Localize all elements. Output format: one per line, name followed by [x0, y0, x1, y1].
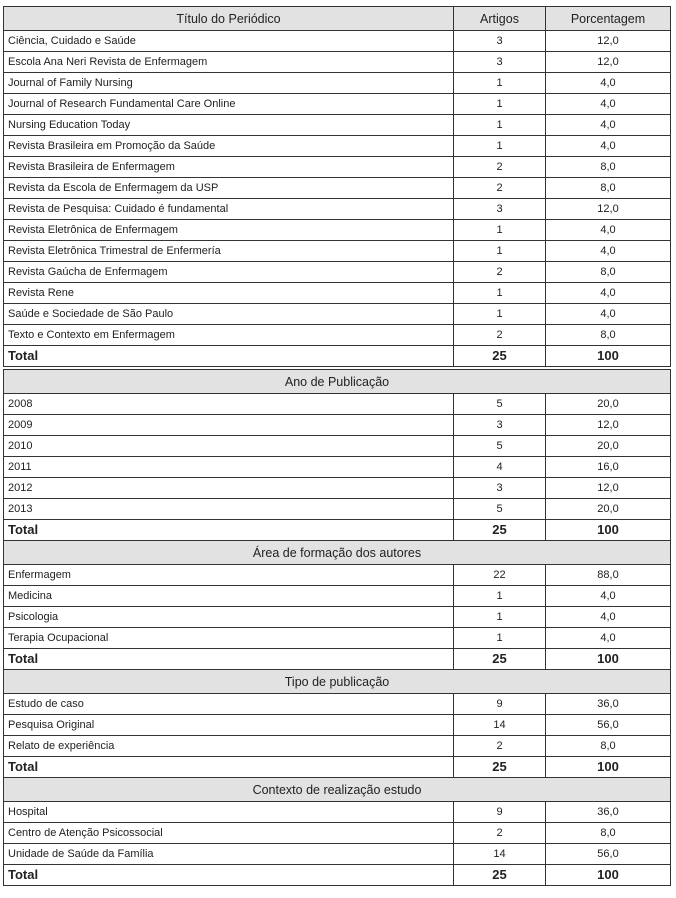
cell-label: Terapia Ocupacional	[4, 628, 454, 649]
table-row	[4, 283, 671, 304]
table-row	[4, 457, 671, 478]
cell-label: Total	[4, 757, 454, 778]
section-header	[4, 541, 671, 565]
cell-count: 9	[454, 802, 546, 823]
total-row	[4, 520, 671, 541]
cell-count: 2	[454, 325, 546, 346]
cell-count: 1	[454, 136, 546, 157]
cell-percent: 16,0	[546, 457, 671, 478]
cell-count: 14	[454, 715, 546, 736]
cell-percent: 4,0	[546, 241, 671, 262]
cell-count: 5	[454, 436, 546, 457]
cell-label: Journal of Research Fundamental Care Online	[4, 94, 454, 115]
cell-percent: 4,0	[546, 115, 671, 136]
total-row	[4, 346, 671, 367]
cell-percent: 36,0	[546, 802, 671, 823]
cell-count: 2	[454, 157, 546, 178]
cell-count: 25	[454, 649, 546, 670]
table-row	[4, 736, 671, 757]
cell-percent: 12,0	[546, 52, 671, 73]
table-row	[4, 415, 671, 436]
cell-percent: 100	[546, 520, 671, 541]
cell-count: 25	[454, 520, 546, 541]
cell-label: Unidade de Saúde da Família	[4, 844, 454, 865]
column-header-title: Título do Periódico	[4, 7, 454, 31]
cell-count: 2	[454, 823, 546, 844]
cell-label: Revista Eletrônica Trimestral de Enfermería	[4, 241, 454, 262]
cell-percent: 56,0	[546, 844, 671, 865]
cell-count: 1	[454, 220, 546, 241]
cell-count: 25	[454, 346, 546, 367]
cell-percent: 4,0	[546, 628, 671, 649]
table-row	[4, 565, 671, 586]
table-row	[4, 136, 671, 157]
cell-label: Revista Brasileira em Promoção da Saúde	[4, 136, 454, 157]
table-row	[4, 607, 671, 628]
cell-count: 3	[454, 31, 546, 52]
cell-label: Total	[4, 346, 454, 367]
cell-percent: 20,0	[546, 499, 671, 520]
cell-percent: 4,0	[546, 220, 671, 241]
table-row	[4, 802, 671, 823]
cell-count: 1	[454, 607, 546, 628]
cell-percent: 100	[546, 757, 671, 778]
cell-count: 3	[454, 199, 546, 220]
cell-label: Revista Brasileira de Enfermagem	[4, 157, 454, 178]
cell-percent: 8,0	[546, 157, 671, 178]
section-title: Ano de Publicação	[4, 370, 671, 394]
cell-count: 25	[454, 757, 546, 778]
cell-percent: 88,0	[546, 565, 671, 586]
cell-count: 1	[454, 241, 546, 262]
table-row	[4, 478, 671, 499]
cell-percent: 4,0	[546, 94, 671, 115]
cell-label: Psicologia	[4, 607, 454, 628]
cell-label: Relato de experiência	[4, 736, 454, 757]
cell-count: 25	[454, 865, 546, 886]
cell-label: Pesquisa Original	[4, 715, 454, 736]
cell-percent: 12,0	[546, 415, 671, 436]
cell-label: Centro de Atenção Psicossocial	[4, 823, 454, 844]
section-title: Tipo de publicação	[4, 670, 671, 694]
section-title: Contexto de realização estudo	[4, 778, 671, 802]
cell-label: Journal of Family Nursing	[4, 73, 454, 94]
cell-label: 2009	[4, 415, 454, 436]
cell-label: 2011	[4, 457, 454, 478]
table-row	[4, 499, 671, 520]
cell-label: Ciência, Cuidado e Saúde	[4, 31, 454, 52]
cell-label: Total	[4, 520, 454, 541]
cell-label: Nursing Education Today	[4, 115, 454, 136]
cell-count: 1	[454, 304, 546, 325]
cell-percent: 20,0	[546, 436, 671, 457]
cell-label: Revista Eletrônica de Enfermagem	[4, 220, 454, 241]
cell-count: 2	[454, 178, 546, 199]
column-header-articles: Artigos	[454, 7, 546, 31]
cell-percent: 4,0	[546, 73, 671, 94]
cell-count: 4	[454, 457, 546, 478]
cell-percent: 4,0	[546, 607, 671, 628]
cell-percent: 100	[546, 649, 671, 670]
table-row	[4, 220, 671, 241]
column-header-percentage: Porcentagem	[546, 7, 671, 31]
cell-label: Revista Rene	[4, 283, 454, 304]
header-row	[4, 7, 671, 31]
cell-percent: 12,0	[546, 199, 671, 220]
table-row	[4, 844, 671, 865]
section-header	[4, 778, 671, 802]
table-row	[4, 394, 671, 415]
table-row	[4, 586, 671, 607]
cell-label: Total	[4, 649, 454, 670]
cell-count: 3	[454, 52, 546, 73]
cell-label: 2008	[4, 394, 454, 415]
journal-table	[3, 6, 671, 367]
cell-count: 1	[454, 586, 546, 607]
cell-percent: 100	[546, 346, 671, 367]
cell-count: 1	[454, 628, 546, 649]
cell-count: 1	[454, 94, 546, 115]
cell-count: 3	[454, 415, 546, 436]
cell-count: 1	[454, 73, 546, 94]
table-row	[4, 94, 671, 115]
cell-count: 3	[454, 478, 546, 499]
cell-percent: 12,0	[546, 478, 671, 499]
cell-count: 1	[454, 115, 546, 136]
table-row	[4, 823, 671, 844]
table-row	[4, 31, 671, 52]
cell-count: 5	[454, 394, 546, 415]
cell-count: 9	[454, 694, 546, 715]
cell-percent: 4,0	[546, 304, 671, 325]
cell-label: Medicina	[4, 586, 454, 607]
cell-percent: 4,0	[546, 586, 671, 607]
cell-label: 2012	[4, 478, 454, 499]
cell-label: 2013	[4, 499, 454, 520]
section-title: Área de formação dos autores	[4, 541, 671, 565]
cell-label: Revista da Escola de Enfermagem da USP	[4, 178, 454, 199]
cell-label: Estudo de caso	[4, 694, 454, 715]
table-row	[4, 241, 671, 262]
cell-label: Texto e Contexto em Enfermagem	[4, 325, 454, 346]
table-row	[4, 304, 671, 325]
cell-count: 14	[454, 844, 546, 865]
cell-percent: 8,0	[546, 736, 671, 757]
table-row	[4, 52, 671, 73]
table-row	[4, 73, 671, 94]
cell-percent: 100	[546, 865, 671, 886]
table-row	[4, 199, 671, 220]
cell-percent: 56,0	[546, 715, 671, 736]
cell-percent: 36,0	[546, 694, 671, 715]
cell-label: 2010	[4, 436, 454, 457]
cell-label: Revista Gaúcha de Enfermagem	[4, 262, 454, 283]
cell-count: 2	[454, 262, 546, 283]
total-row	[4, 649, 671, 670]
cell-percent: 8,0	[546, 823, 671, 844]
total-row	[4, 757, 671, 778]
cell-percent: 8,0	[546, 178, 671, 199]
cell-label: Saúde e Sociedade de São Paulo	[4, 304, 454, 325]
table-row	[4, 157, 671, 178]
cell-label: Escola Ana Neri Revista de Enfermagem	[4, 52, 454, 73]
cell-label: Enfermagem	[4, 565, 454, 586]
cell-count: 22	[454, 565, 546, 586]
section-header	[4, 370, 671, 394]
cell-percent: 4,0	[546, 136, 671, 157]
cell-percent: 20,0	[546, 394, 671, 415]
table-row	[4, 325, 671, 346]
table-row	[4, 178, 671, 199]
table-row	[4, 436, 671, 457]
cell-percent: 4,0	[546, 283, 671, 304]
section-header	[4, 670, 671, 694]
cell-percent: 8,0	[546, 325, 671, 346]
table-row	[4, 715, 671, 736]
cell-label: Total	[4, 865, 454, 886]
categories-table	[3, 369, 671, 886]
cell-count: 1	[454, 283, 546, 304]
table-row	[4, 694, 671, 715]
cell-percent: 8,0	[546, 262, 671, 283]
cell-count: 2	[454, 736, 546, 757]
cell-percent: 12,0	[546, 31, 671, 52]
table-row	[4, 628, 671, 649]
table-row	[4, 115, 671, 136]
table-row	[4, 262, 671, 283]
cell-count: 5	[454, 499, 546, 520]
total-row	[4, 865, 671, 886]
cell-label: Revista de Pesquisa: Cuidado é fundamental	[4, 199, 454, 220]
cell-label: Hospital	[4, 802, 454, 823]
